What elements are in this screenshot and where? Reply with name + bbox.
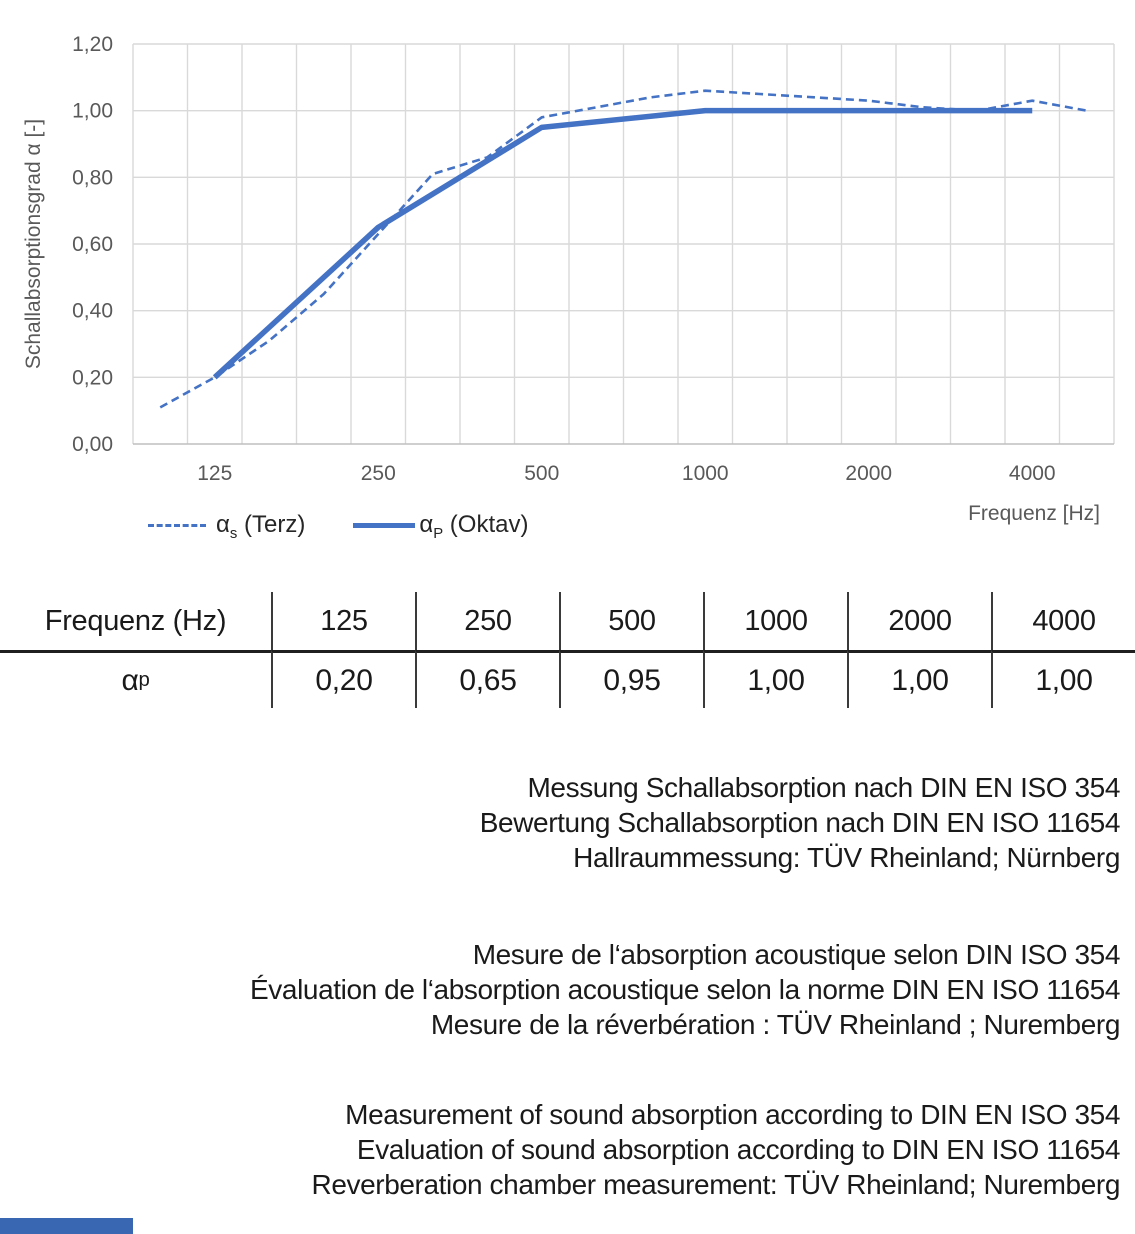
table-value-500: 0,95: [559, 650, 703, 708]
note-line: Bewertung Schallabsorption nach DIN EN ISO 11654: [479, 807, 1120, 838]
table-value-125: 0,20: [271, 650, 415, 708]
legend-oktav-symbol: α: [419, 510, 434, 538]
y-tick-label: 1,20: [72, 33, 113, 56]
y-tick-label: 0,80: [72, 166, 113, 190]
y-tick-label: 0,60: [72, 233, 113, 256]
table-header-500: 500: [559, 592, 703, 650]
y-axis-title: Schallabsorptionsgrad α [-]: [22, 118, 45, 370]
table-value-250: 0,65: [415, 650, 559, 708]
footer-brand-bar: [0, 1218, 133, 1234]
notes-french: [0, 937, 1135, 1042]
alpha-sub: p: [138, 669, 150, 691]
absorption-chart: [0, 0, 1135, 500]
x-tick-label: 4000: [1008, 462, 1056, 485]
note-line: Mesure de l‘absorption acoustique selon DIN ISO 354: [472, 939, 1120, 970]
x-tick-label: 250: [360, 462, 396, 485]
legend-terz-text: (Terz): [237, 510, 306, 538]
table-header-4000: 4000: [991, 592, 1135, 650]
y-tick-label: 1,00: [72, 99, 113, 123]
legend-oktav-text: (Oktav): [443, 510, 529, 538]
y-tick-label: 0,40: [72, 299, 113, 323]
note-line: Measurement of sound absorption according to DIN EN ISO 354: [345, 1099, 1120, 1130]
y-tick-label: 0,00: [72, 433, 113, 456]
legend-terz-symbol: α: [216, 510, 230, 538]
x-tick-label: 2000: [845, 462, 893, 485]
note-line: Évaluation de l‘absorption acoustique selon la norme DIN EN ISO 11654: [250, 974, 1120, 1005]
alpha-symbol: α: [121, 663, 139, 697]
legend-label-terz: [216, 511, 305, 542]
table-header-125: 125: [271, 592, 415, 650]
x-tick-label: 500: [524, 462, 560, 485]
note-line: Hallraummessung: TÜV Rheinland; Nürnberg: [573, 842, 1120, 873]
chart-legend: [148, 511, 528, 542]
legend-label-oktav: [419, 511, 528, 542]
solid-line-icon: [353, 523, 415, 528]
x-axis-title: Frequenz [Hz]: [968, 502, 1100, 525]
note-line: Evaluation of sound absorption according to DIN EN ISO 11654: [356, 1134, 1120, 1165]
x-tick-label: 1000: [681, 462, 729, 485]
y-tick-label: 0,20: [72, 366, 113, 390]
absorption-chart-svg: [0, 0, 1135, 500]
table-value-1000: 1,00: [703, 650, 847, 708]
table-value-4000: 1,00: [991, 650, 1135, 708]
note-line: Reverberation chamber measurement: TÜV Rheinland; Nuremberg: [311, 1169, 1120, 1200]
dashed-line-icon: [148, 524, 206, 527]
note-line: Mesure de la réverbération : TÜV Rheinland ; Nuremberg: [430, 1009, 1120, 1040]
x-tick-label: 125: [197, 462, 233, 485]
table-row-label-alpha-p: [0, 650, 271, 708]
table-value-2000: 1,00: [847, 650, 991, 708]
chart-legend-row: [0, 500, 1135, 552]
table-header-1000: 1000: [703, 592, 847, 650]
table-header-2000: 2000: [847, 592, 991, 650]
legend-terz-sub: s: [229, 525, 238, 542]
table-header-frequency: Frequenz (Hz): [44, 604, 227, 637]
table-header-250: 250: [415, 592, 559, 650]
notes-german: [0, 770, 1135, 875]
note-line: Messung Schallabsorption nach DIN EN ISO 354: [527, 772, 1120, 803]
legend-oktav-sub: P: [433, 525, 444, 542]
notes-english: [0, 1097, 1135, 1202]
absorption-table: [0, 592, 1135, 708]
